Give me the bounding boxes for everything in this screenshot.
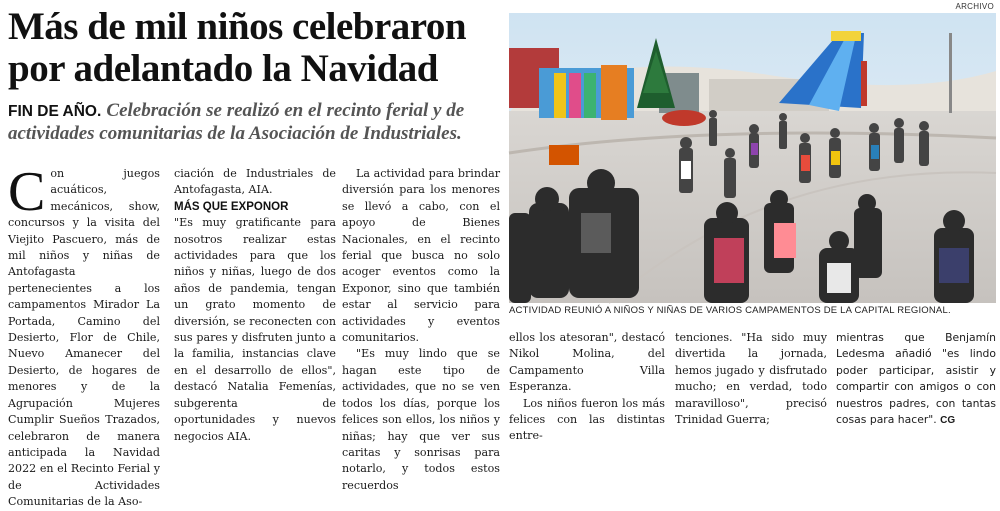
- column-2-text-b: "Es muy gratificante para nosotros realizar estas actividades para que los niños y niñas, luego de dos años de pandemia, tengan un grato momento de diversión, se reconecten con sus pares y disfruten junto a la familia, instancias clave en el desarrollo de ellos", destacó Natalia Femenías, subgerenta de oportunidades y nuevos negocios AIA.: [174, 216, 336, 443]
- column-4: [509, 330, 665, 443]
- column-1-text: on juegos acuáticos, mecánicos, show, concursos y la visita del Viejito Pascuero, más de mil niños y niñas de Antofagasta pertenecientes a los campamentos Mirador La Portada, Camino del Desierto, Flor de Chile, Nuevo Amanecer del Desierto, de hogares de menores y de la Agrupación Mujeres Cumplir Sueños Trazados, celebraron de manera anticipada la Navidad 2022 en el Recinto Ferial y de Actividades Comunitarias de la Aso-: [8, 167, 160, 509]
- column-1: [8, 161, 160, 509]
- subheading: MÁS QUE EXPONOR: [174, 200, 289, 213]
- photo-caption: ACTIVIDAD REUNIÓ A NIÑOS Y NIÑAS DE VARIOS CAMPAMENTOS DE LA CAPITAL REGIONAL.: [509, 305, 951, 316]
- column-3: [342, 166, 500, 492]
- column-5-text: tenciones. "Ha sido muy divertida la jornada, hemos jugado y disfrutado mucho; en verdad, todo maravilloso", precisó Trinidad Guerra;: [675, 331, 827, 427]
- column-3-text-a: La actividad para brindar diversión para los menores se llevó a cabo, con el apoyo de Bienes Nacionales, en el recinto ferial que busca no solo acoger eventos como la Exponor, sino que también estar al servicio para actividades y eventos comunitarios.: [342, 167, 500, 345]
- column-2-text-a: ciación de Industriales de Antofagasta, AIA.: [174, 167, 336, 197]
- author-endmark: CG: [940, 415, 956, 427]
- event-photo-image: [509, 13, 996, 303]
- drop-cap: C: [8, 161, 46, 223]
- deck-kicker: FIN DE AÑO.: [8, 103, 102, 120]
- column-6-text: mientras que Benjamín Ledesma añadió "es lindo poder participar, asistir y compartir con amigos o con nuestros padres, con tantas cosas para hacer".: [836, 331, 996, 427]
- deck-lede: Celebración se realizó en el recinto ferial y de actividades comunitarias de la Asociación de Industriales.: [8, 100, 465, 144]
- column-2: [174, 166, 336, 443]
- headline: Más de mil niños celebraron por adelantado la Navidad: [8, 5, 467, 90]
- column-5: [675, 330, 827, 427]
- photo-credit: ARCHIVO: [955, 2, 994, 11]
- column-4-text-a: ellos los atesoran", destacó Nikol Molina, del Campamento Villa Esperanza.: [509, 331, 665, 394]
- column-3-text-b: "Es muy lindo que se hagan este tipo de actividades, que no se ven todos los días, porque los felices son ellos, los niños y niñas; hay que ver sus caritas y sonrisas para notarlo, y todos estos recuerdos: [342, 347, 500, 492]
- event-photo: [509, 13, 996, 303]
- deck: [8, 100, 500, 145]
- column-6: [836, 330, 996, 427]
- column-4-text-b: Los niños fueron los más felices con las distintas entre-: [509, 396, 665, 443]
